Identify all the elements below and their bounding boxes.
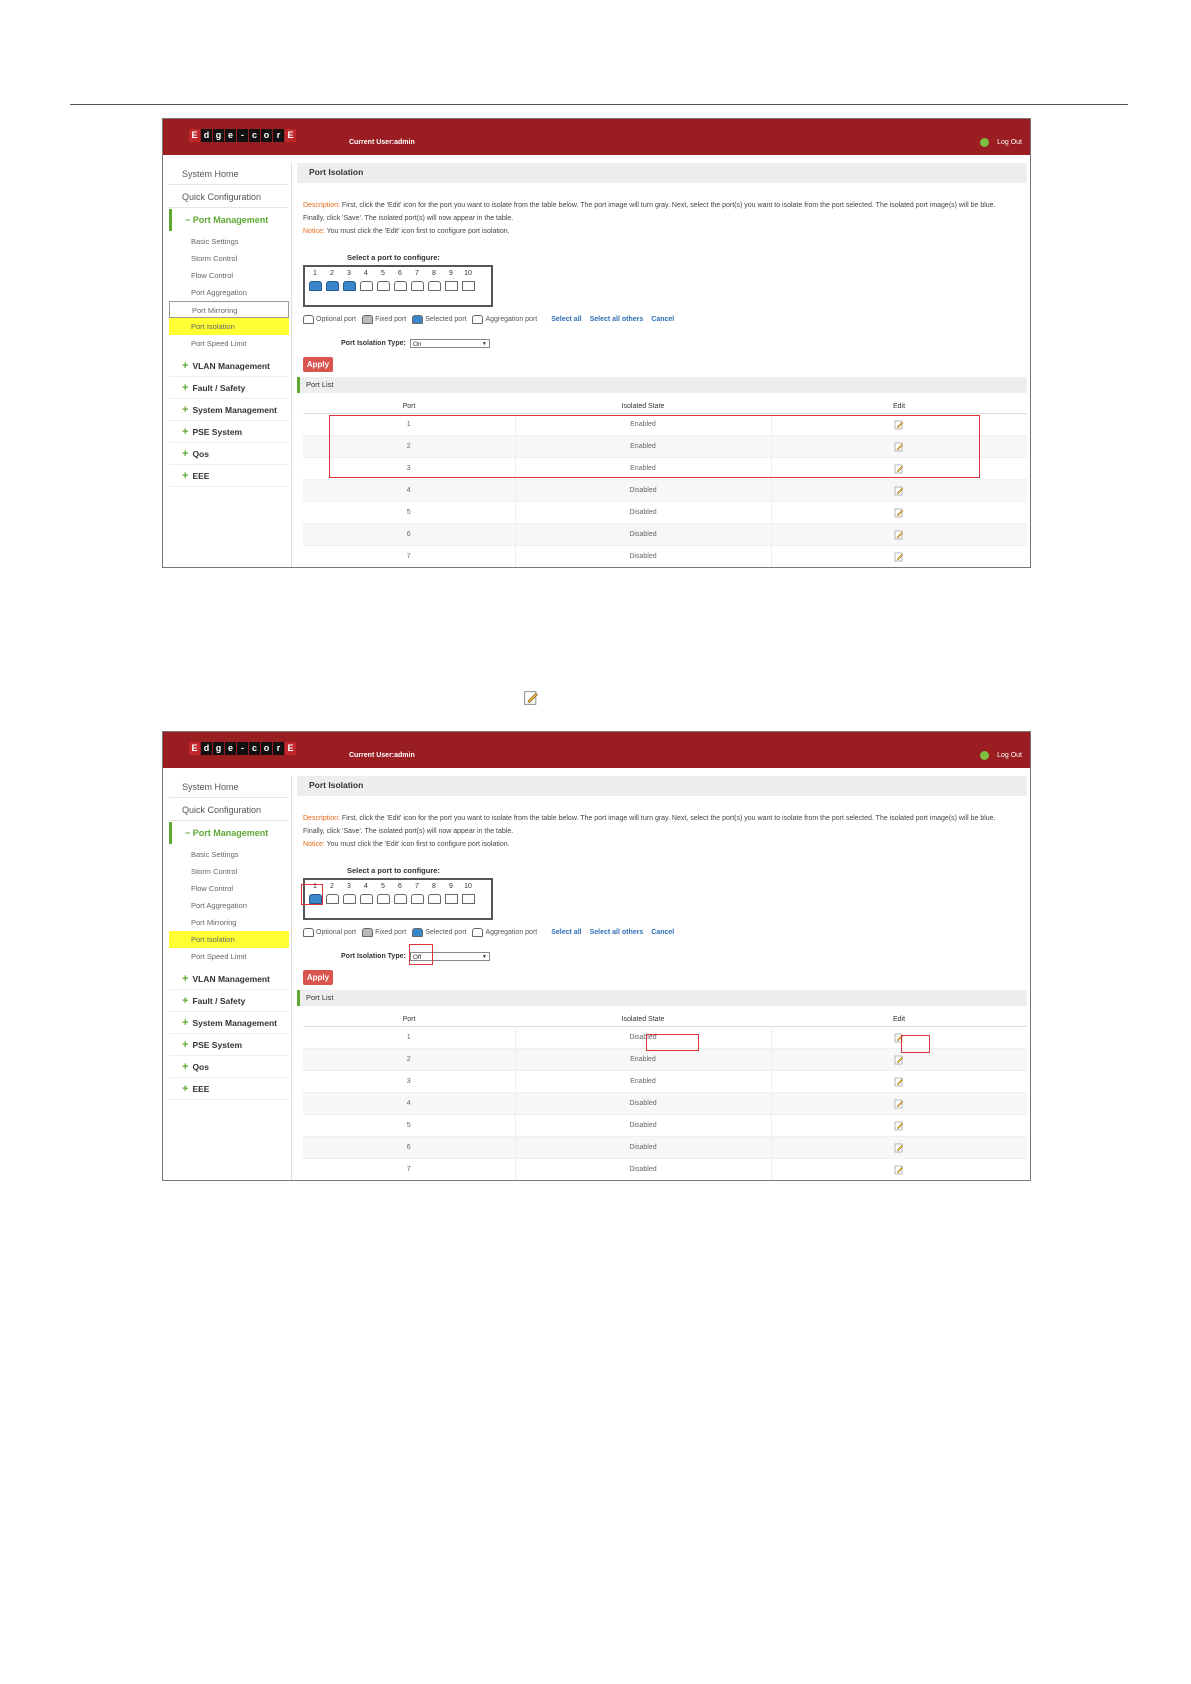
sidebar-sub-port-aggregation[interactable]: Port Aggregation <box>191 288 247 297</box>
port-6[interactable] <box>394 281 407 291</box>
selected-port-icon <box>412 928 423 937</box>
port-5[interactable] <box>377 894 390 904</box>
sidebar-item-system-home[interactable]: System Home <box>169 776 289 798</box>
aggregation-port-icon <box>472 315 483 324</box>
sidebar-group-fault[interactable]: + Fault / Safety <box>169 990 289 1012</box>
sidebar-item-quick-config[interactable]: Quick Configuration <box>169 186 289 208</box>
annotation-isolation-type <box>409 944 433 965</box>
sidebar-sub-port-mirroring[interactable]: Port Mirroring <box>169 301 289 318</box>
main-panel <box>297 776 1027 1181</box>
port-4[interactable] <box>360 281 373 291</box>
optional-port-icon <box>303 928 314 937</box>
sidebar-sub-port-isolation[interactable]: Port Isolation <box>169 931 289 948</box>
edit-icon[interactable] <box>894 1077 904 1087</box>
selected-port-icon <box>412 315 423 324</box>
port-10[interactable] <box>462 894 475 904</box>
select-all-link[interactable]: Select all <box>551 316 582 323</box>
sidebar <box>169 163 292 568</box>
app-header <box>163 732 1030 768</box>
table-row: 1 Disabled <box>303 1027 1027 1049</box>
edit-icon <box>523 690 539 706</box>
edit-icon[interactable] <box>894 552 904 562</box>
screenshot-1 <box>162 118 1031 568</box>
table-row: 5 Disabled <box>303 502 1027 524</box>
port-legend: Optional port Fixed port Selected port Aggregation port Select all Select all others Cancel <box>303 315 674 324</box>
page-title: Port Isolation <box>297 776 1027 796</box>
sidebar-group-system[interactable]: + System Management <box>169 1012 289 1034</box>
sidebar <box>169 776 292 1181</box>
screenshot-2 <box>162 731 1031 1181</box>
table-row: 1 Enabled <box>303 414 1027 436</box>
power-icon <box>980 138 989 147</box>
power-icon <box>980 751 989 760</box>
isolation-type-row: Port Isolation Type: On ▼ <box>341 339 490 348</box>
edit-icon[interactable] <box>894 1143 904 1153</box>
edit-icon[interactable] <box>894 1099 904 1109</box>
isolation-type-row: Port Isolation Type: Off ▼ <box>341 952 490 961</box>
apply-button[interactable]: Apply <box>303 357 333 372</box>
edit-icon[interactable] <box>894 1055 904 1065</box>
select-all-others-link[interactable]: Select all others <box>589 929 644 936</box>
description: Description: First, click the 'Edit' icon for the port you want to isolate from the table below. The port image will turn gray. Next, select the port(s) you want to isolate from the port selected. The isolated port image(s) will be blue. Finally, click 'Save'. The isolated port(s) will now appear in the table. Notice: You must click the 'Edit' icon first to configure port isolation. <box>303 202 996 235</box>
sidebar-sub-flow-control[interactable]: Flow Control <box>191 884 234 893</box>
edit-icon[interactable] <box>894 530 904 540</box>
table-row: 6 Disabled <box>303 524 1027 546</box>
sidebar-group-pse[interactable]: + PSE System <box>169 421 289 443</box>
app-header <box>163 119 1030 155</box>
port-table: Port Isolated State Edit 1 Enabled 2 Enabled 3 Enabled 4 Disabled 5 Disabled 6 Disabled 7 Disabled <box>303 399 1027 568</box>
sidebar-sub-port-speed-limit[interactable]: Port Speed Limit <box>191 339 247 348</box>
cancel-link[interactable]: Cancel <box>651 929 675 936</box>
main-panel <box>297 163 1027 568</box>
port-list-header: Port List <box>297 377 1027 393</box>
sidebar-sub-storm-control[interactable]: Storm Control <box>191 867 238 876</box>
select-port-label: Select a port to configure: <box>347 253 440 262</box>
sidebar-group-eee[interactable]: + EEE <box>169 1078 289 1100</box>
aggregation-port-icon <box>472 928 483 937</box>
port-2[interactable] <box>326 281 339 291</box>
port-selector: 1 2 3 4 5 6 7 8 9 10 <box>303 878 493 920</box>
sidebar-sub-basic-settings[interactable]: Basic Settings <box>191 850 239 859</box>
minus-icon: − <box>185 215 193 225</box>
fixed-port-icon <box>362 928 373 937</box>
annotation-enabled-rows <box>329 415 980 478</box>
port-7[interactable] <box>411 281 424 291</box>
port-8[interactable] <box>428 281 441 291</box>
select-all-link[interactable]: Select all <box>551 929 582 936</box>
sidebar-item-quick-config[interactable]: Quick Configuration <box>169 799 289 821</box>
isolation-type-select[interactable]: Off ▼ <box>410 952 490 961</box>
port-1[interactable] <box>309 281 322 291</box>
port-10[interactable] <box>462 281 475 291</box>
sidebar-group-eee[interactable]: + EEE <box>169 465 289 487</box>
sidebar-group-vlan[interactable]: + VLAN Management <box>169 355 289 377</box>
sidebar-group-system[interactable]: + System Management <box>169 399 289 421</box>
sidebar-sub-basic-settings[interactable]: Basic Settings <box>191 237 239 246</box>
table-row: 7 Disabled <box>303 546 1027 568</box>
description: Description: First, click the 'Edit' icon for the port you want to isolate from the table below. The port image will turn gray. Next, select the port(s) you want to isolate from the port selected. The isolated port image(s) will be blue. Finally, click 'Save'. The isolated port(s) will now appear in the table. Notice: You must click the 'Edit' icon first to configure port isolation. <box>303 815 996 848</box>
port-9[interactable] <box>445 281 458 291</box>
sidebar-sub-storm-control[interactable]: Storm Control <box>191 254 238 263</box>
minus-icon: − <box>185 828 193 838</box>
sidebar-sub-port-aggregation[interactable]: Port Aggregation <box>191 901 247 910</box>
cancel-link[interactable]: Cancel <box>651 316 675 323</box>
edgecore-logo: E d g e - c o r E <box>189 129 297 142</box>
table-row: 2 Enabled <box>303 436 1027 458</box>
table-row: 4 Disabled <box>303 1093 1027 1115</box>
port-6[interactable] <box>394 894 407 904</box>
sidebar-group-pse[interactable]: + PSE System <box>169 1034 289 1056</box>
sidebar-sub-port-isolation[interactable]: Port Isolation <box>169 318 289 335</box>
sidebar-item-system-home[interactable]: System Home <box>169 163 289 185</box>
port-3[interactable] <box>343 281 356 291</box>
port-3[interactable] <box>343 894 356 904</box>
sidebar-sub-flow-control[interactable]: Flow Control <box>191 271 234 280</box>
page-top-rule <box>70 104 1128 105</box>
port-table: Port Isolated State Edit 1 Disabled 2 Enabled 3 Enabled 4 Disabled 5 Disabled 6 Disabled 7 Disabled <box>303 1012 1027 1181</box>
fixed-port-icon <box>362 315 373 324</box>
edgecore-logo: E d g e - c o r E <box>189 742 297 755</box>
apply-button[interactable]: Apply <box>303 970 333 985</box>
annotation-port1-state <box>646 1034 699 1051</box>
table-row: 7 Disabled <box>303 1159 1027 1181</box>
logout-button[interactable]: Log Out <box>980 138 1022 147</box>
isolation-type-select[interactable]: On ▼ <box>410 339 490 348</box>
sidebar-item-port-management[interactable]: − Port Management <box>169 822 289 844</box>
sidebar-group-qos[interactable]: + Qos <box>169 1056 289 1078</box>
logout-button[interactable]: Log Out <box>980 751 1022 760</box>
edit-icon[interactable] <box>894 1121 904 1131</box>
annotation-port1-edit <box>901 1035 930 1053</box>
port-list-header: Port List <box>297 990 1027 1006</box>
sidebar-sub-port-speed-limit[interactable]: Port Speed Limit <box>191 952 247 961</box>
annotation-port-1 <box>301 884 323 905</box>
sidebar-group-vlan[interactable]: + VLAN Management <box>169 968 289 990</box>
select-all-others-link[interactable]: Select all others <box>589 316 644 323</box>
table-row: 5 Disabled <box>303 1115 1027 1137</box>
page-title: Port Isolation <box>297 163 1027 183</box>
port-9[interactable] <box>445 894 458 904</box>
edit-icon[interactable] <box>894 486 904 496</box>
port-legend: Optional port Fixed port Selected port Aggregation port Select all Select all others Cancel <box>303 928 674 937</box>
edit-icon[interactable] <box>894 1165 904 1175</box>
sidebar-item-port-management[interactable]: − Port Management <box>169 209 289 231</box>
table-row: 2 Enabled <box>303 1049 1027 1071</box>
port-5[interactable] <box>377 281 390 291</box>
port-selector: 1 2 3 4 5 6 7 8 9 10 <box>303 265 493 307</box>
sidebar-group-qos[interactable]: + Qos <box>169 443 289 465</box>
current-user: Current User:admin <box>349 752 415 759</box>
port-7[interactable] <box>411 894 424 904</box>
table-row: 4 Disabled <box>303 480 1027 502</box>
table-row: 6 Disabled <box>303 1137 1027 1159</box>
port-4[interactable] <box>360 894 373 904</box>
port-2[interactable] <box>326 894 339 904</box>
edit-icon[interactable] <box>894 508 904 518</box>
table-row: 3 Enabled <box>303 458 1027 480</box>
optional-port-icon <box>303 315 314 324</box>
table-row: 3 Enabled <box>303 1071 1027 1093</box>
current-user: Current User:admin <box>349 139 415 146</box>
port-8[interactable] <box>428 894 441 904</box>
sidebar-group-fault[interactable]: + Fault / Safety <box>169 377 289 399</box>
select-port-label: Select a port to configure: <box>347 866 440 875</box>
sidebar-sub-port-mirroring[interactable]: Port Mirroring <box>191 918 237 927</box>
